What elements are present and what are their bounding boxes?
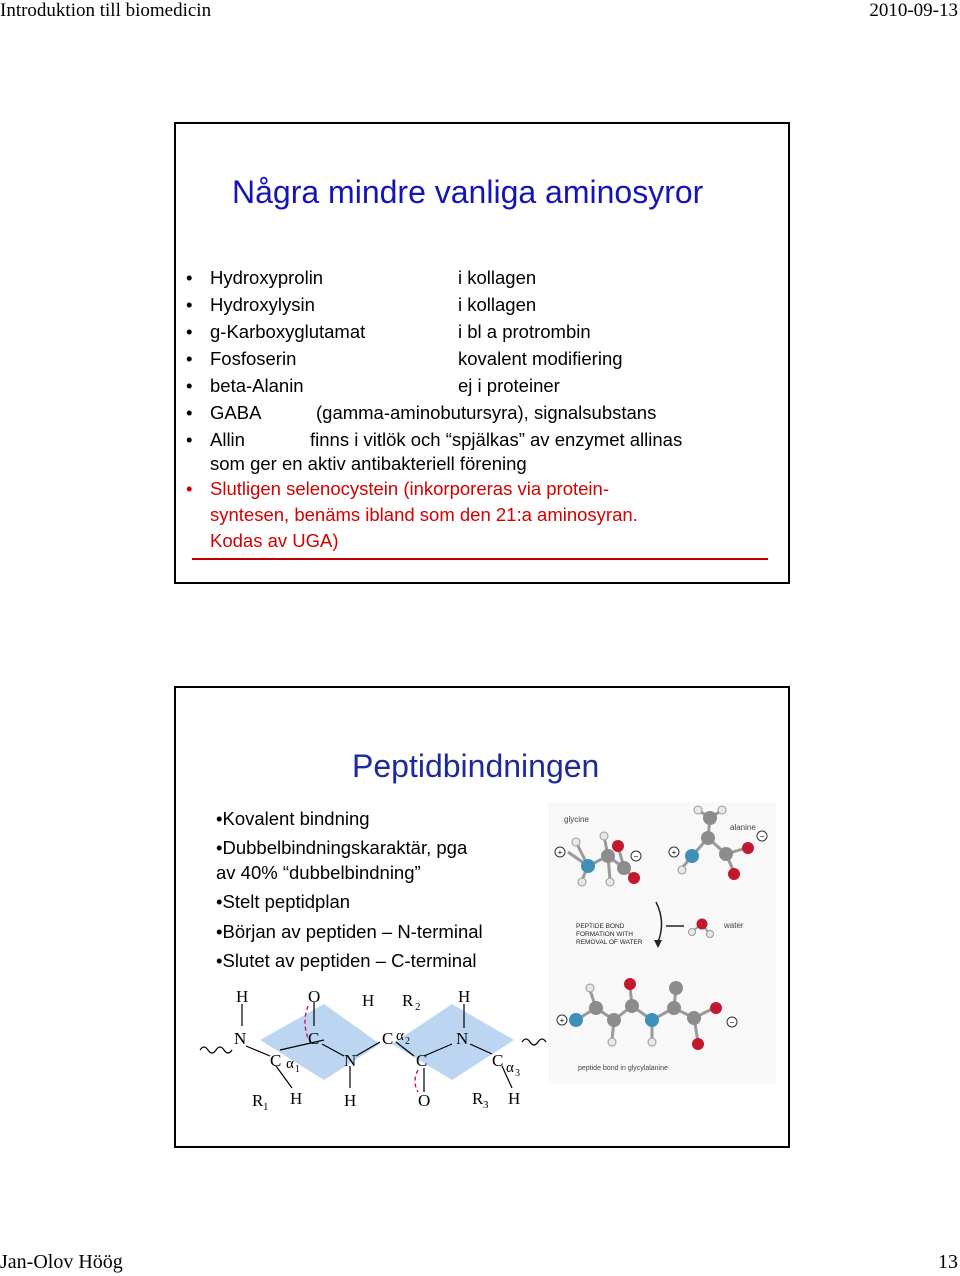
oxygen-atom: [692, 1038, 704, 1050]
slide-title: Peptidbindningen: [352, 748, 600, 784]
carbon-atom: [687, 1011, 701, 1025]
bullet-line: •Början av peptiden – N-terminal: [216, 921, 483, 942]
glycylalanine-label: peptide bond in glycylalanine: [578, 1065, 668, 1072]
atom-label: C: [492, 1051, 504, 1070]
hydrogen-atom: [608, 1038, 616, 1046]
chain-wavy-left: [200, 1047, 232, 1053]
selenocysteine-note: [186, 476, 638, 554]
list-item: [216, 919, 483, 944]
list-item: [186, 345, 623, 372]
atom-label: R: [472, 1089, 484, 1108]
bullet: •: [186, 267, 193, 288]
carbon-atom: [589, 1001, 603, 1015]
atom-label: C: [308, 1029, 320, 1048]
hydrogen-atom: [694, 806, 702, 814]
plus-sign: +: [559, 1016, 565, 1025]
alpha-subscript: 1: [295, 1064, 300, 1075]
note-line: Slutligen selenocystein (inkorporeras via protein-: [210, 478, 609, 499]
amino-acid-desc: i kollagen: [458, 267, 537, 288]
atom-label: C: [416, 1051, 428, 1070]
peptide-chain-diagram: [196, 984, 552, 1116]
list-item: [186, 264, 537, 291]
reaction-arrow: [656, 902, 662, 942]
nitrogen-atom: [569, 1013, 583, 1027]
header-course-title: Introduktion till biomedicin: [0, 0, 212, 21]
minus-sign: −: [729, 1018, 735, 1027]
alanine-label: alanine: [730, 823, 756, 832]
bullet: •: [186, 294, 193, 315]
bullet: •: [186, 375, 193, 396]
amino-acid-name: g-Karboxyglutamat: [210, 321, 366, 342]
hydrogen-atom: [572, 838, 580, 846]
list-item: [216, 889, 350, 914]
slide-title: Några mindre vanliga aminosyror: [232, 174, 704, 210]
amino-acid-name: Hydroxylysin: [210, 294, 315, 315]
bullet-line: •Kovalent bindning: [216, 808, 370, 829]
peptide-bond-formation-figure: [548, 802, 776, 1084]
atom-label: H: [344, 1091, 357, 1110]
atom-label: C: [270, 1051, 282, 1070]
atom-label: R: [252, 1091, 264, 1110]
plus-sign: +: [671, 848, 677, 857]
amino-acid-name: Fosfoserin: [210, 348, 297, 369]
amino-acid-desc: ej i proteiner: [458, 375, 560, 396]
nitrogen-atom: [685, 849, 699, 863]
footer-author: Jan-Olov Höög: [0, 1251, 123, 1273]
atom-label: H: [508, 1089, 521, 1108]
alpha-label: α: [286, 1056, 294, 1072]
hydrogen-atom: [707, 931, 714, 938]
bullet-line: •Stelt peptidplan: [216, 891, 351, 912]
list-item-continuation: [210, 450, 527, 477]
atom-subscript: 2: [415, 1001, 421, 1013]
alpha-label: α: [396, 1028, 404, 1044]
hydrogen-atom: [648, 1038, 656, 1046]
bullet: •: [186, 321, 193, 342]
hydrogen-atom: [578, 878, 586, 886]
water-label: water: [724, 921, 744, 930]
carbon-atom: [703, 811, 717, 825]
oxygen-atom: [628, 872, 640, 884]
list-item: [186, 291, 537, 318]
list-item: [186, 399, 657, 426]
alpha-label: α: [506, 1060, 514, 1076]
list-item: [186, 426, 683, 453]
atom-subscript: 1: [263, 1101, 269, 1113]
list-item: [186, 372, 560, 399]
bullet: •: [186, 348, 193, 369]
nitrogen-atom: [645, 1013, 659, 1027]
bond-formation-label: REMOVAL OF WATER: [576, 939, 643, 946]
carbon-atom: [669, 981, 683, 995]
atom-label: N: [456, 1029, 469, 1048]
slide-peptide-bond: [174, 686, 790, 1148]
hydrogen-atom: [586, 984, 594, 992]
atom-label: R: [402, 991, 414, 1010]
atom-label: H: [236, 987, 249, 1006]
atom-label: H: [362, 991, 375, 1010]
list-item: [216, 948, 476, 973]
oxygen-atom: [624, 978, 636, 990]
alpha-subscript: 3: [515, 1068, 520, 1079]
note-line: syntesen, benäms ibland som den 21:a aminosyran.: [210, 504, 638, 525]
header-date: 2010-09-13: [869, 0, 958, 21]
carbon-atom: [601, 849, 615, 863]
bond-formation-label: FORMATION WITH: [576, 931, 633, 938]
amino-acid-name: Hydroxyprolin: [210, 267, 324, 288]
minus-sign: −: [759, 832, 765, 841]
glycine-label: glycine: [564, 815, 589, 824]
slide-footer-rule: [192, 558, 768, 560]
water-oxygen-atom: [697, 919, 708, 930]
nitrogen-atom: [581, 859, 595, 873]
amino-acid-desc: i kollagen: [458, 294, 537, 315]
amino-acid-desc: finns i vitlök och “spjälkas” av enzymet allinas: [310, 429, 683, 450]
hydrogen-atom: [600, 832, 608, 840]
bullet: •: [186, 478, 193, 499]
oxygen-atom: [710, 1002, 722, 1014]
list-item: [216, 835, 467, 885]
oxygen-atom: [728, 868, 740, 880]
atom-label: C: [382, 1029, 394, 1048]
amino-acid-desc: kovalent modifiering: [458, 348, 623, 369]
amino-acid-desc: i bl a protrombin: [458, 321, 591, 342]
carbon-atom: [667, 1001, 681, 1015]
bullet: •: [186, 402, 193, 423]
atom-label: N: [344, 1051, 357, 1070]
atom-label: H: [458, 987, 471, 1006]
reaction-arrow-head: [654, 940, 662, 948]
oxygen-atom: [742, 842, 754, 854]
atom-label: H: [290, 1089, 303, 1108]
carbon-atom: [719, 847, 733, 861]
plus-sign: +: [557, 848, 563, 857]
carbon-atom: [617, 861, 631, 875]
hydrogen-atom: [678, 866, 686, 874]
bullet-line: •Dubbelbindningskaraktär, pga: [216, 837, 468, 858]
bullet: •: [186, 429, 193, 450]
bullet-line: av 40% “dubbelbindning”: [216, 862, 421, 883]
carbon-atom: [625, 999, 639, 1013]
atom-label: N: [234, 1029, 247, 1048]
amino-acid-desc-line2: som ger en aktiv antibakteriell förening: [210, 453, 527, 474]
amino-acid-name: beta-Alanin: [210, 375, 304, 396]
hydrogen-atom: [606, 878, 614, 886]
list-item: [186, 318, 591, 345]
alpha-subscript: 2: [405, 1036, 410, 1047]
minus-sign: −: [633, 852, 639, 861]
bullet-line: •Slutet av peptiden – C-terminal: [216, 950, 477, 971]
amino-acid-name: GABA: [210, 402, 262, 423]
note-line: Kodas av UGA): [210, 530, 339, 551]
atom-label: O: [418, 1091, 431, 1110]
carbon-atom: [701, 831, 715, 845]
carbon-atom: [607, 1013, 621, 1027]
slide-rare-amino-acids: [174, 122, 790, 584]
oxygen-atom: [612, 840, 624, 852]
list-item: [216, 806, 370, 831]
bond-formation-label: PEPTIDE BOND: [576, 923, 625, 930]
chain-wavy-right: [522, 1039, 546, 1045]
atom-subscript: 3: [483, 1099, 489, 1111]
footer-page-number: 13: [938, 1251, 958, 1273]
amino-acid-name: Allin: [210, 429, 245, 450]
amino-acid-desc: (gamma-aminobutursyra), signalsubstans: [316, 402, 657, 423]
hydrogen-atom: [689, 929, 696, 936]
atom-label: O: [308, 987, 321, 1006]
hydrogen-atom: [718, 806, 726, 814]
